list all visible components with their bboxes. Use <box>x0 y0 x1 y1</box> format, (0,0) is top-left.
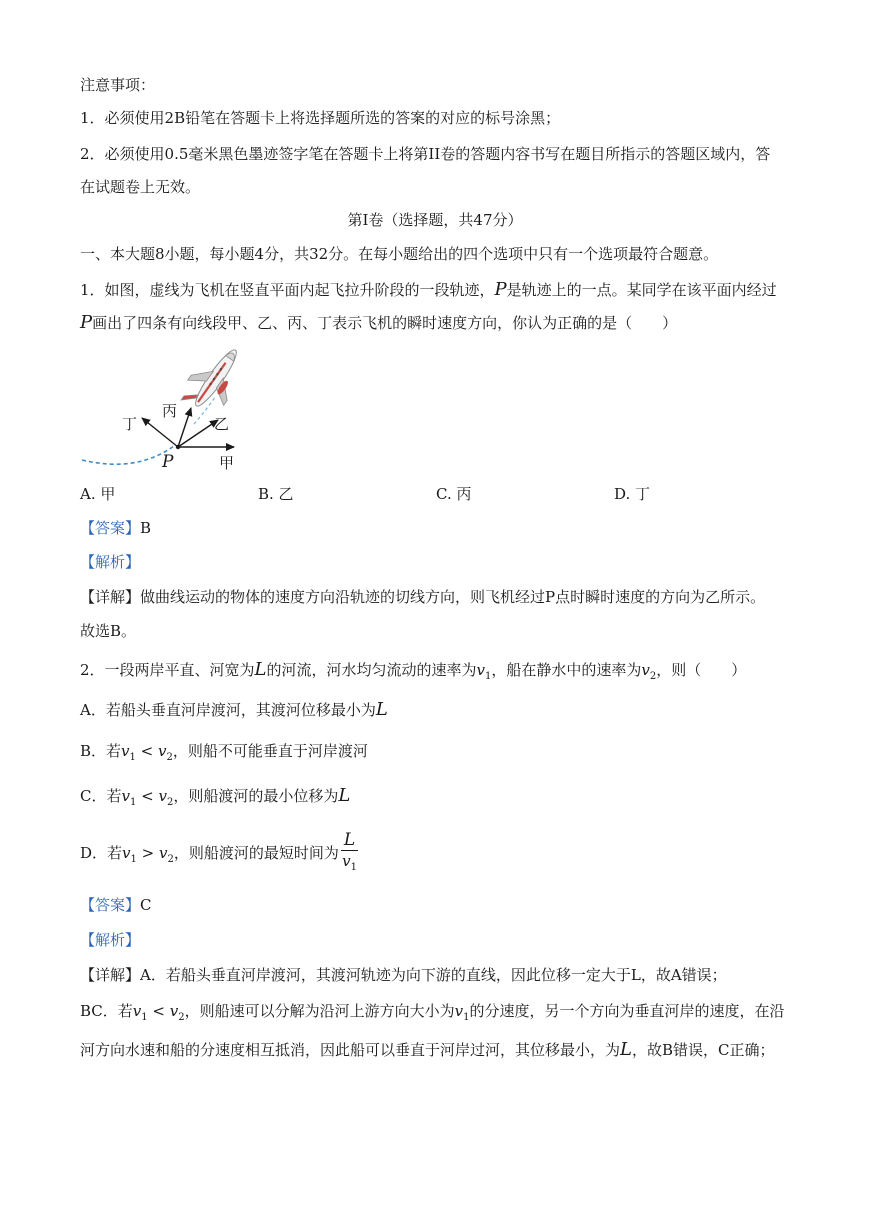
q2-option-d-v1 <box>122 844 137 865</box>
greater-than: > <box>136 844 159 862</box>
q2-var-v1 <box>476 661 492 682</box>
q2-option-b-post: ，则船不可能垂直于河岸渡河 <box>172 742 368 760</box>
q1-answer-tag: 【答案】 <box>80 519 141 537</box>
notes-heading: 注意事项： <box>80 76 156 94</box>
q2-option-b <box>80 741 368 768</box>
v-letter: v <box>454 1002 464 1020</box>
q1-point-p-2: P <box>80 312 93 333</box>
q2-answer-value: C <box>140 896 152 914</box>
q2-var-L: L <box>254 659 267 680</box>
q2-detail-bc-line2-a: 河方向水速和船的分速度相互抵消，因此船可以垂直于河岸过河，其位移最小，为 <box>80 1041 621 1059</box>
q2-detail-bc-L: L <box>620 1039 632 1060</box>
q2-option-b-v2 <box>158 742 173 763</box>
q2-detail-a <box>80 965 727 985</box>
v-letter: v <box>132 1002 142 1020</box>
sub-2: 2 <box>167 854 174 865</box>
sub-2: 2 <box>178 1012 185 1023</box>
q2-detail-bc-pre: BC．若 <box>80 1002 133 1020</box>
v-letter: v <box>342 852 351 870</box>
sub-2: 2 <box>649 671 657 682</box>
q2-detail-bc-line-1 <box>80 1001 785 1028</box>
q2-stem-c: ，船在静水中的速率为 <box>491 661 642 679</box>
q2-answer-tag: 【答案】 <box>80 896 141 914</box>
v-letter: v <box>476 661 485 679</box>
q2-stem-a: 2．一段两岸平直、河宽为 <box>80 661 255 679</box>
notes-item-2-line-2: 在试题卷上无效。 <box>80 178 201 196</box>
q1-stem-text-c: 画出了四条有向线段甲、乙、丙、丁表示飞机的瞬时速度方向，你认为正确的是（ ） <box>92 314 678 332</box>
q2-analysis <box>80 930 140 950</box>
q2-answer <box>80 895 152 915</box>
q1-stem-line-1 <box>80 280 777 300</box>
arrow-ding <box>142 418 178 447</box>
v-letter: v <box>121 787 130 805</box>
less-than: < <box>135 742 158 760</box>
q1-figure <box>76 338 276 478</box>
v-letter: v <box>158 742 167 760</box>
q2-option-c-pre: C．若 <box>80 787 122 805</box>
q1-option-c: C. 丙 <box>436 485 472 503</box>
sub-2: 2 <box>166 752 173 763</box>
fraction-L-over-v1 <box>341 830 358 878</box>
q2-option-b-pre: B．若 <box>80 742 122 760</box>
label-bing: 丙 <box>162 402 178 420</box>
fraction-numerator: L <box>341 830 358 851</box>
q2-stem <box>80 660 746 687</box>
q2-detail-tag: 【详解】 <box>80 966 141 984</box>
q2-option-d-pre: D．若 <box>80 844 123 862</box>
q1-option-b: B. 乙 <box>258 485 294 503</box>
q1-analysis-tag: 【解析】 <box>80 553 141 571</box>
v-letter: v <box>122 844 131 862</box>
q2-option-a-L: L <box>375 699 388 720</box>
sub-1: 1 <box>485 671 492 682</box>
sub-1: 1 <box>141 1012 148 1023</box>
q2-detail-bc-v1 <box>132 1002 148 1023</box>
sub-2: 2 <box>166 797 174 808</box>
part-intro: 一、本大题8小题，每小题4分，共32分。在每小题给出的四个选项中只有一个选项最符合题意。 <box>80 245 719 263</box>
label-jia: 甲 <box>219 454 235 472</box>
q2-stem-d: ，则（ ） <box>656 661 747 679</box>
q2-stem-b: 的河流，河水均匀流动的速率为 <box>266 661 477 679</box>
q2-detail-bc-line-2 <box>80 1040 774 1060</box>
q2-detail-bc-v2 <box>169 1002 185 1023</box>
q1-point-p: P <box>494 279 507 300</box>
q1-answer <box>80 518 151 538</box>
q2-option-c-v2 <box>158 787 174 808</box>
q2-detail-a-text: A．若船头垂直河岸渡河，其渡河轨迹为向下游的直线，因此位移一定大于L，故A错误； <box>140 966 727 984</box>
label-yi: 乙 <box>214 415 230 433</box>
q2-detail-bc-mid: ，则船速可以分解为沿河上游方向大小为 <box>184 1002 455 1020</box>
sub-1: 1 <box>130 854 137 865</box>
q1-stem-line-2 <box>80 313 677 333</box>
q1-stem-text-b: 是轨迹上的一点。某同学在该平面内经过 <box>506 281 777 299</box>
q2-detail-bc-post: 的分速度，另一个方向为垂直河岸的速度，在沿 <box>469 1002 785 1020</box>
notes-item-2-line-1: 2．必须使用0.5毫米黑色墨迹签字笔在答题卡上将第II卷的答题内容书写在题目所指示的答题区域内，答 <box>80 145 771 163</box>
label-ding: 丁 <box>122 415 138 433</box>
q2-option-d-v2 <box>159 844 174 865</box>
sub-1: 1 <box>463 1012 470 1023</box>
q1-analysis <box>80 552 140 572</box>
q1-conclusion: 故选B。 <box>80 622 137 640</box>
label-p: P <box>162 452 174 472</box>
q1-detail-tag: 【详解】 <box>80 588 141 606</box>
less-than: < <box>136 787 159 805</box>
v-letter: v <box>121 742 130 760</box>
q1-detail-text: 做曲线运动的物体的速度方向沿轨迹的切线方向，则飞机经过P点时瞬时速度的方向为乙所示。 <box>140 588 766 606</box>
q2-option-a <box>80 700 388 720</box>
trajectory-dashed-curve <box>82 446 174 464</box>
q2-var-v2 <box>641 661 657 682</box>
point-p-dot <box>176 445 180 449</box>
q2-option-a-text: A．若船头垂直河岸渡河，其渡河位移最小为 <box>80 701 376 719</box>
fraction-denominator <box>341 851 358 878</box>
q1-answer-value: B <box>140 519 152 537</box>
v-letter: v <box>158 787 167 805</box>
q2-analysis-tag: 【解析】 <box>80 931 141 949</box>
q2-option-c-L: L <box>338 785 351 806</box>
q2-detail-bc-line2-b: ，故B错误，C正确； <box>631 1041 775 1059</box>
sub-1: 1 <box>129 797 137 808</box>
q2-option-d-post: ，则船渡河的最短时间为 <box>173 844 339 862</box>
v-letter: v <box>169 1002 179 1020</box>
notes-item-1: 1．必须使用2B铅笔在答题卡上将选择题所选的答案的对应的标号涂黑； <box>80 109 561 127</box>
q1-option-d: D. 丁 <box>614 485 651 503</box>
q2-option-b-v1 <box>121 742 136 763</box>
v-letter: v <box>159 844 168 862</box>
q2-option-c <box>80 786 350 813</box>
less-than: < <box>147 1002 170 1020</box>
airplane-icon <box>176 338 253 422</box>
section-title: 第I卷（选择题，共47分） <box>347 211 523 229</box>
q1-option-a: A. 甲 <box>80 485 116 503</box>
arrow-bing <box>178 408 191 447</box>
sub-1: 1 <box>350 862 357 873</box>
sub-1: 1 <box>129 752 136 763</box>
q2-option-c-post: ，则船渡河的最小位移为 <box>173 787 339 805</box>
q1-detail <box>80 587 765 607</box>
q1-stem-text-a: 1．如图，虚线为飞机在竖直平面内起飞拉升阶段的一段轨迹， <box>80 281 495 299</box>
v-letter: v <box>641 661 650 679</box>
q2-option-d <box>80 830 358 874</box>
q2-option-c-v1 <box>121 787 137 808</box>
q2-detail-bc-v1b <box>454 1002 470 1023</box>
arrow-yi <box>178 420 218 447</box>
